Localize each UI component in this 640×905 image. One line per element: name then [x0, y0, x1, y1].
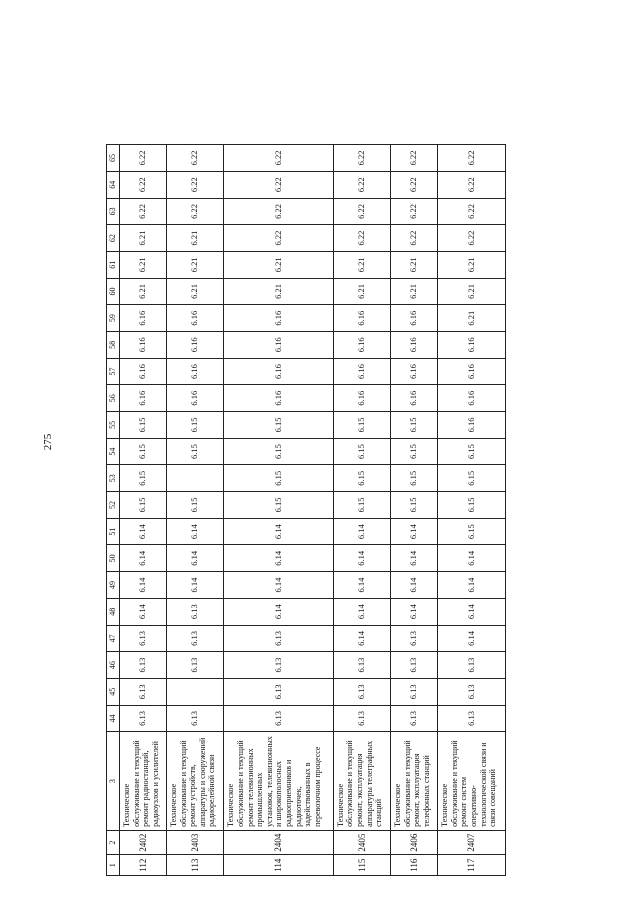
table-row — [333, 145, 390, 876]
table-row — [438, 145, 506, 876]
value-cell: 6.13 — [120, 625, 167, 652]
value-cell: 6.16 — [438, 412, 506, 439]
value-cell: 6.13 — [438, 652, 506, 679]
value-cell: 6.16 — [438, 358, 506, 385]
value-cell: 6.22 — [391, 225, 438, 252]
row-name-cell: Техническое обслуживание и текущий ремонт, эксплуатация аппаратуры телеграфных станций — [333, 732, 390, 831]
rotated-table-frame — [106, 144, 506, 876]
value-cell: 6.13 — [224, 705, 333, 732]
value-cell: 6.14 — [120, 572, 167, 599]
value-cell: 6.15 — [438, 465, 506, 492]
column-header: 1 — [107, 855, 120, 876]
value-cell: 6.14 — [167, 572, 224, 599]
value-cell: 6.22 — [391, 145, 438, 172]
value-cell: 6.15 — [333, 438, 390, 465]
value-cell: 6.22 — [333, 198, 390, 225]
value-cell: 6.14 — [438, 545, 506, 572]
value-cell — [167, 465, 224, 492]
header-row — [107, 145, 120, 876]
value-cell — [167, 678, 224, 705]
row-number-cell: 113 — [167, 855, 224, 876]
column-header: 59 — [107, 305, 120, 332]
value-cell: 6.14 — [333, 572, 390, 599]
value-cell: 6.16 — [333, 358, 390, 385]
value-cell: 6.16 — [167, 358, 224, 385]
value-cell: 6.22 — [438, 171, 506, 198]
table-row — [224, 145, 333, 876]
value-cell: 6.13 — [167, 705, 224, 732]
value-cell: 6.21 — [438, 278, 506, 305]
value-cell: 6.15 — [333, 492, 390, 519]
value-cell: 6.14 — [438, 625, 506, 652]
value-cell: 6.16 — [333, 331, 390, 358]
value-cell: 6.15 — [120, 492, 167, 519]
value-cell: 6.21 — [120, 225, 167, 252]
value-cell: 6.15 — [224, 412, 333, 439]
column-header: 57 — [107, 358, 120, 385]
value-cell: 6.14 — [167, 545, 224, 572]
column-header: 46 — [107, 652, 120, 679]
value-cell: 6.13 — [224, 678, 333, 705]
value-cell: 6.16 — [391, 331, 438, 358]
row-code-cell: 2403 — [167, 830, 224, 855]
value-cell: 6.21 — [391, 251, 438, 278]
column-header: 64 — [107, 171, 120, 198]
value-cell: 6.16 — [224, 358, 333, 385]
value-cell: 6.14 — [120, 598, 167, 625]
table-row — [167, 145, 224, 876]
value-cell: 6.14 — [333, 545, 390, 572]
value-cell: 6.16 — [333, 305, 390, 332]
value-cell: 6.21 — [120, 251, 167, 278]
value-cell: 6.21 — [224, 251, 333, 278]
column-header: 61 — [107, 251, 120, 278]
value-cell: 6.14 — [120, 518, 167, 545]
table-row — [120, 145, 167, 876]
value-cell: 6.15 — [224, 465, 333, 492]
value-cell: 6.16 — [120, 385, 167, 412]
row-number-cell: 112 — [120, 855, 167, 876]
value-cell: 6.14 — [224, 518, 333, 545]
value-cell: 6.22 — [438, 145, 506, 172]
table-row — [391, 145, 438, 876]
value-cell: 6.15 — [224, 438, 333, 465]
row-number-cell: 116 — [391, 855, 438, 876]
row-name-cell: Техническое обслуживание и текущий ремонт систем оперативно-технологической связи и связи совещаний — [438, 732, 506, 831]
row-name-cell: Техническое обслуживание и текущий ремонт устройств, аппаратуры и сооружений радиорелейной связи — [167, 732, 224, 831]
value-cell: 6.15 — [120, 465, 167, 492]
column-header: 55 — [107, 412, 120, 439]
row-number-cell: 114 — [224, 855, 333, 876]
value-cell: 6.16 — [224, 385, 333, 412]
value-cell: 6.22 — [167, 145, 224, 172]
value-cell: 6.21 — [391, 278, 438, 305]
value-cell: 6.16 — [391, 305, 438, 332]
column-header: 53 — [107, 465, 120, 492]
value-cell: 6.13 — [391, 652, 438, 679]
value-cell: 6.21 — [120, 278, 167, 305]
row-name-cell: Техническое обслуживание и текущий ремонт телевизионных промышленных установок, телевизионных и широкополосных радиоприемников и радиоточек, задействованных в перевозочном процессе — [224, 732, 333, 831]
row-code-cell: 2407 — [438, 830, 506, 855]
value-cell: 6.16 — [167, 385, 224, 412]
value-cell: 6.14 — [333, 518, 390, 545]
value-cell: 6.14 — [224, 545, 333, 572]
value-cell: 6.15 — [391, 438, 438, 465]
value-cell: 6.13 — [167, 652, 224, 679]
value-cell: 6.22 — [391, 171, 438, 198]
column-header: 54 — [107, 438, 120, 465]
value-cell: 6.22 — [224, 198, 333, 225]
value-cell: 6.21 — [438, 305, 506, 332]
column-header: 50 — [107, 545, 120, 572]
value-cell: 6.22 — [438, 198, 506, 225]
value-cell: 6.15 — [333, 465, 390, 492]
value-cell: 6.13 — [438, 705, 506, 732]
column-header: 49 — [107, 572, 120, 599]
row-code-cell: 2406 — [391, 830, 438, 855]
column-header: 52 — [107, 492, 120, 519]
value-cell: 6.14 — [438, 598, 506, 625]
value-cell: 6.15 — [120, 438, 167, 465]
value-cell: 6.13 — [224, 652, 333, 679]
value-cell: 6.15 — [391, 465, 438, 492]
value-cell: 6.22 — [120, 145, 167, 172]
value-cell: 6.13 — [333, 678, 390, 705]
value-cell: 6.22 — [333, 145, 390, 172]
value-cell: 6.22 — [333, 225, 390, 252]
value-cell: 6.22 — [333, 171, 390, 198]
value-cell: 6.13 — [120, 678, 167, 705]
value-cell: 6.14 — [333, 625, 390, 652]
column-header: 51 — [107, 518, 120, 545]
value-cell: 6.14 — [391, 518, 438, 545]
column-header: 47 — [107, 625, 120, 652]
value-cell: 6.21 — [438, 251, 506, 278]
column-header: 62 — [107, 225, 120, 252]
value-cell: 6.22 — [224, 145, 333, 172]
page-number: 275 — [42, 433, 54, 451]
value-cell: 6.14 — [438, 572, 506, 599]
value-cell: 6.15 — [167, 492, 224, 519]
value-cell: 6.21 — [333, 278, 390, 305]
value-cell: 6.15 — [438, 438, 506, 465]
value-cell: 6.16 — [120, 358, 167, 385]
value-cell: 6.15 — [333, 412, 390, 439]
column-header: 63 — [107, 198, 120, 225]
value-cell: 6.14 — [224, 572, 333, 599]
value-cell: 6.21 — [167, 225, 224, 252]
value-cell: 6.13 — [167, 598, 224, 625]
value-cell: 6.22 — [391, 198, 438, 225]
value-cell: 6.16 — [438, 385, 506, 412]
value-cell: 6.15 — [224, 492, 333, 519]
row-name-cell: Техническое обслуживание и текущий ремонт радиостанций, радиоузлов и усилителей — [120, 732, 167, 831]
value-cell: 6.22 — [120, 198, 167, 225]
value-cell: 6.14 — [167, 518, 224, 545]
value-cell: 6.21 — [167, 278, 224, 305]
value-cell: 6.13 — [391, 625, 438, 652]
row-code-cell: 2402 — [120, 830, 167, 855]
row-name-cell: Техническое обслуживание и текущий ремонт, эксплуатация телефонных станций — [391, 732, 438, 831]
value-cell: 6.13 — [333, 705, 390, 732]
value-cell: 6.22 — [224, 171, 333, 198]
value-cell: 6.14 — [391, 598, 438, 625]
value-cell: 6.16 — [120, 305, 167, 332]
value-cell: 6.14 — [391, 545, 438, 572]
value-cell: 6.16 — [120, 331, 167, 358]
value-cell: 6.21 — [167, 251, 224, 278]
value-cell: 6.14 — [224, 598, 333, 625]
value-cell: 6.16 — [333, 385, 390, 412]
column-header: 58 — [107, 331, 120, 358]
value-cell: 6.16 — [391, 385, 438, 412]
value-cell: 6.13 — [167, 625, 224, 652]
value-cell: 6.16 — [224, 305, 333, 332]
value-cell: 6.16 — [391, 358, 438, 385]
value-cell: 6.13 — [391, 705, 438, 732]
value-cell: 6.15 — [438, 492, 506, 519]
value-cell: 6.14 — [391, 572, 438, 599]
value-cell: 6.22 — [167, 171, 224, 198]
value-cell: 6.13 — [120, 705, 167, 732]
value-cell: 6.16 — [167, 305, 224, 332]
column-header: 3 — [107, 732, 120, 831]
value-cell: 6.13 — [120, 652, 167, 679]
value-cell: 6.15 — [438, 518, 506, 545]
value-cell: 6.22 — [167, 198, 224, 225]
column-header: 2 — [107, 830, 120, 855]
value-cell: 6.22 — [224, 225, 333, 252]
value-cell: 6.15 — [120, 412, 167, 439]
value-cell: 6.13 — [391, 678, 438, 705]
column-header: 45 — [107, 678, 120, 705]
value-cell: 6.13 — [438, 678, 506, 705]
value-cell: 6.22 — [120, 171, 167, 198]
value-cell: 6.15 — [391, 412, 438, 439]
column-header: 56 — [107, 385, 120, 412]
value-cell: 6.21 — [333, 251, 390, 278]
value-cell: 6.13 — [333, 652, 390, 679]
column-header: 60 — [107, 278, 120, 305]
value-cell: 6.15 — [391, 492, 438, 519]
value-cell: 6.22 — [438, 225, 506, 252]
value-cell: 6.14 — [333, 598, 390, 625]
value-cell: 6.21 — [224, 278, 333, 305]
column-header: 48 — [107, 598, 120, 625]
row-number-cell: 117 — [438, 855, 506, 876]
value-cell: 6.16 — [167, 331, 224, 358]
row-code-cell: 2404 — [224, 830, 333, 855]
value-cell: 6.15 — [167, 412, 224, 439]
row-code-cell: 2405 — [333, 830, 390, 855]
value-cell: 6.13 — [224, 625, 333, 652]
row-number-cell: 115 — [333, 855, 390, 876]
column-header: 65 — [107, 145, 120, 172]
value-cell: 6.16 — [438, 331, 506, 358]
value-cell: 6.16 — [224, 331, 333, 358]
value-cell: 6.15 — [167, 438, 224, 465]
column-header: 44 — [107, 705, 120, 732]
data-table — [106, 144, 506, 876]
value-cell: 6.14 — [120, 545, 167, 572]
